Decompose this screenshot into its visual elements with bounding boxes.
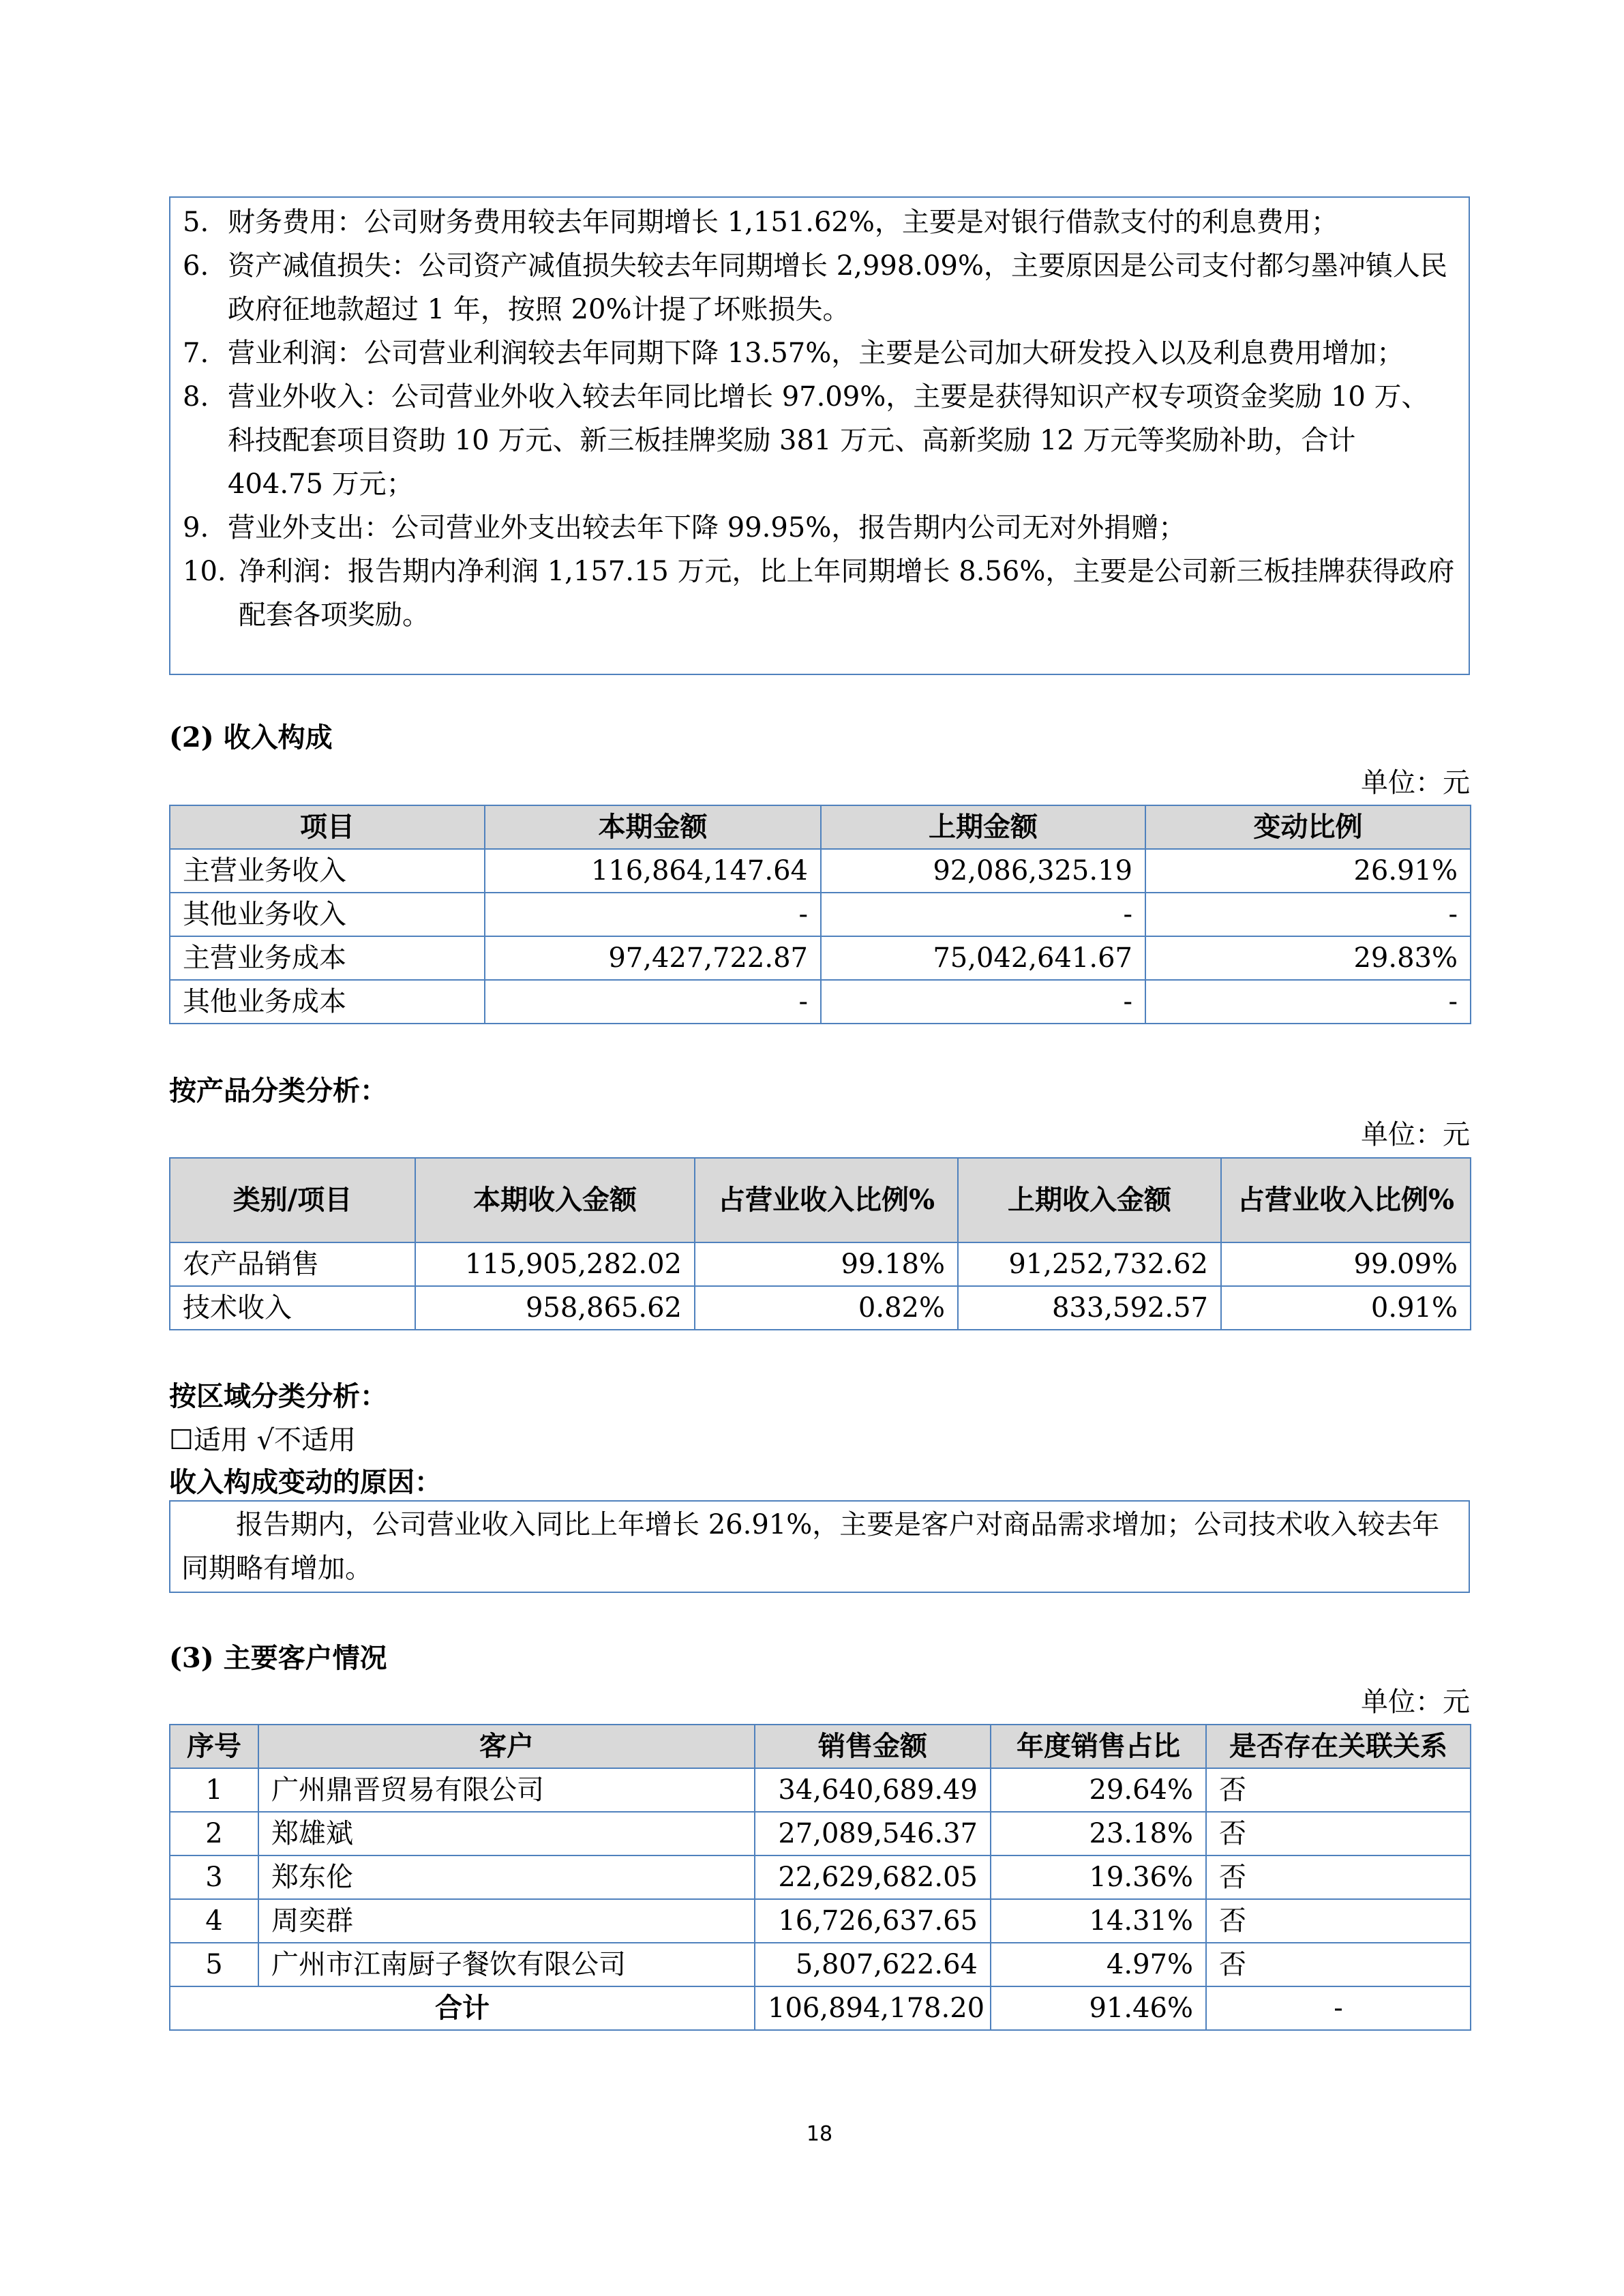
table-cell: 农产品销售 [170,1242,415,1286]
table-cell: - [1145,980,1471,1024]
table-cell: 14.31% [991,1899,1206,1943]
reason-text: 报告期内，公司营业收入同比上年增长 26.91%，主要是客户对商品需求增加；公司技术收入较去年同期略有增加。 [181,1509,1440,1584]
column-header: 上期金额 [821,805,1145,849]
customers-unit: 单位：元 [1361,1686,1470,1718]
table-cell: 广州鼎晋贸易有限公司 [258,1768,755,1812]
note-item [183,375,1455,506]
table-cell: 否 [1206,1943,1471,1986]
income-heading: (2) 收入构成 [169,721,333,754]
table-row [170,1855,1471,1899]
table-row [170,1242,1471,1286]
table-header-row [170,1725,1471,1768]
table-row [170,1943,1471,1986]
table-total-row [170,1986,1471,2030]
table-cell: 技术收入 [170,1286,415,1330]
table-cell: 27,089,546.37 [755,1812,991,1855]
table-cell: - [821,893,1145,936]
customers-table [169,1724,1471,2031]
table-cell: 97,427,722.87 [485,936,821,980]
table-cell: 23.18% [991,1812,1206,1855]
table-cell: 29.83% [1145,936,1471,980]
table-cell: 92,086,325.19 [821,849,1145,893]
product-heading: 按产品分类分析： [169,1075,387,1107]
table-cell: 833,592.57 [958,1286,1221,1330]
total-label: 合计 [170,1986,755,2030]
table-header-row [170,805,1471,849]
table-row [170,1812,1471,1855]
note-item [183,506,1455,550]
table-cell: 周奕群 [258,1899,755,1943]
note-text: 资产减值损失：公司资产减值损失较去年同期增长 2,998.09%，主要原因是公司支付都匀墨冲镇人民政府征地款超过 1 年，按照 20%计提了坏账损失。 [228,250,1447,325]
region-applicability: ☐适用 √不适用 [169,1425,357,1456]
income-table [169,805,1471,1024]
table-cell: 5 [170,1943,258,1986]
table-cell: - [1145,893,1471,936]
note-text: 营业外收入：公司营业外收入较去年同比增长 97.09%，主要是获得知识产权专项资金奖励 10 万、科技配套项目资助 10 万元、新三板挂牌奖励 381 万元、高新奖励 12 万元等奖励补助，合计 404.75 万元； [228,381,1429,500]
table-cell: 否 [1206,1812,1471,1855]
column-header: 项目 [170,805,485,849]
column-header: 上期收入金额 [958,1158,1221,1242]
total-ratio: 91.46% [991,1986,1206,2030]
table-cell: 否 [1206,1855,1471,1899]
table-cell: 116,864,147.64 [485,849,821,893]
table-cell: 34,640,689.49 [755,1768,991,1812]
reason-box [169,1500,1470,1593]
table-cell: 1 [170,1768,258,1812]
table-cell: 29.64% [991,1768,1206,1812]
note-number: 5. [183,207,209,238]
note-item [183,200,1455,244]
note-number: 8. [183,381,209,413]
column-header: 年度销售占比 [991,1725,1206,1768]
table-row [170,893,1471,936]
table-row [170,1286,1471,1330]
table-cell: 3 [170,1855,258,1899]
table-row [170,1768,1471,1812]
table-cell: 19.36% [991,1855,1206,1899]
total-related: - [1206,1986,1471,2030]
note-item [183,331,1455,375]
note-number: 10. [183,556,226,587]
note-number: 9. [183,512,209,543]
product-unit: 单位：元 [1361,1119,1470,1150]
table-row [170,1899,1471,1943]
note-text: 营业外支出：公司营业外支出较去年下降 99.95%，报告期内公司无对外捐赠； [228,512,1186,543]
table-cell: 郑东伦 [258,1855,755,1899]
table-cell: 115,905,282.02 [415,1242,695,1286]
page-number: 18 [806,2122,833,2146]
column-header: 销售金额 [755,1725,991,1768]
column-header: 客户 [258,1725,755,1768]
product-table [169,1157,1471,1330]
reason-heading: 收入构成变动的原因： [169,1466,442,1498]
table-cell: 958,865.62 [415,1286,695,1330]
column-header: 变动比例 [1145,805,1471,849]
table-cell: 4.97% [991,1943,1206,1986]
note-number: 7. [183,338,209,369]
note-text: 净利润：报告期内净利润 1,157.15 万元，比上年同期增长 8.56%，主要是公司新三板挂牌获得政府配套各项奖励。 [239,556,1455,631]
table-row [170,936,1471,980]
table-cell: 99.09% [1221,1242,1471,1286]
note-item [183,550,1455,637]
table-cell: 否 [1206,1899,1471,1943]
table-cell: 否 [1206,1768,1471,1812]
table-cell: 其他业务收入 [170,893,485,936]
table-cell: 0.82% [695,1286,958,1330]
table-cell: 75,042,641.67 [821,936,1145,980]
table-header-row [170,1158,1471,1242]
table-cell: 99.18% [695,1242,958,1286]
column-header: 占营业收入比例% [695,1158,958,1242]
column-header: 占营业收入比例% [1221,1158,1471,1242]
table-cell: 26.91% [1145,849,1471,893]
table-cell: - [485,893,821,936]
table-cell: - [485,980,821,1024]
customers-heading: (3) 主要客户情况 [169,1642,387,1674]
analysis-notes-box [169,196,1470,675]
column-header: 是否存在关联关系 [1206,1725,1471,1768]
table-row [170,980,1471,1024]
table-cell: 16,726,637.65 [755,1899,991,1943]
region-heading: 按区域分类分析： [169,1380,387,1412]
table-cell: 0.91% [1221,1286,1471,1330]
note-text: 财务费用：公司财务费用较去年同期增长 1,151.62%，主要是对银行借款支付的利息费用； [228,207,1338,238]
note-number: 6. [183,250,209,282]
table-cell: 5,807,622.64 [755,1943,991,1986]
table-cell: 广州市江南厨子餐饮有限公司 [258,1943,755,1986]
table-cell: 其他业务成本 [170,980,485,1024]
table-cell: 22,629,682.05 [755,1855,991,1899]
table-cell: 主营业务成本 [170,936,485,980]
table-cell: 4 [170,1899,258,1943]
table-cell: - [821,980,1145,1024]
total-amount: 106,894,178.20 [755,1986,991,2030]
table-cell: 主营业务收入 [170,849,485,893]
table-cell: 郑雄斌 [258,1812,755,1855]
income-unit: 单位：元 [1361,767,1470,799]
note-item [183,244,1455,331]
column-header: 序号 [170,1725,258,1768]
note-text: 营业利润：公司营业利润较去年同期下降 13.57%，主要是公司加大研发投入以及利息费用增加； [228,338,1404,369]
table-cell: 2 [170,1812,258,1855]
column-header: 本期收入金额 [415,1158,695,1242]
table-cell: 91,252,732.62 [958,1242,1221,1286]
table-row [170,849,1471,893]
column-header: 类别/项目 [170,1158,415,1242]
column-header: 本期金额 [485,805,821,849]
